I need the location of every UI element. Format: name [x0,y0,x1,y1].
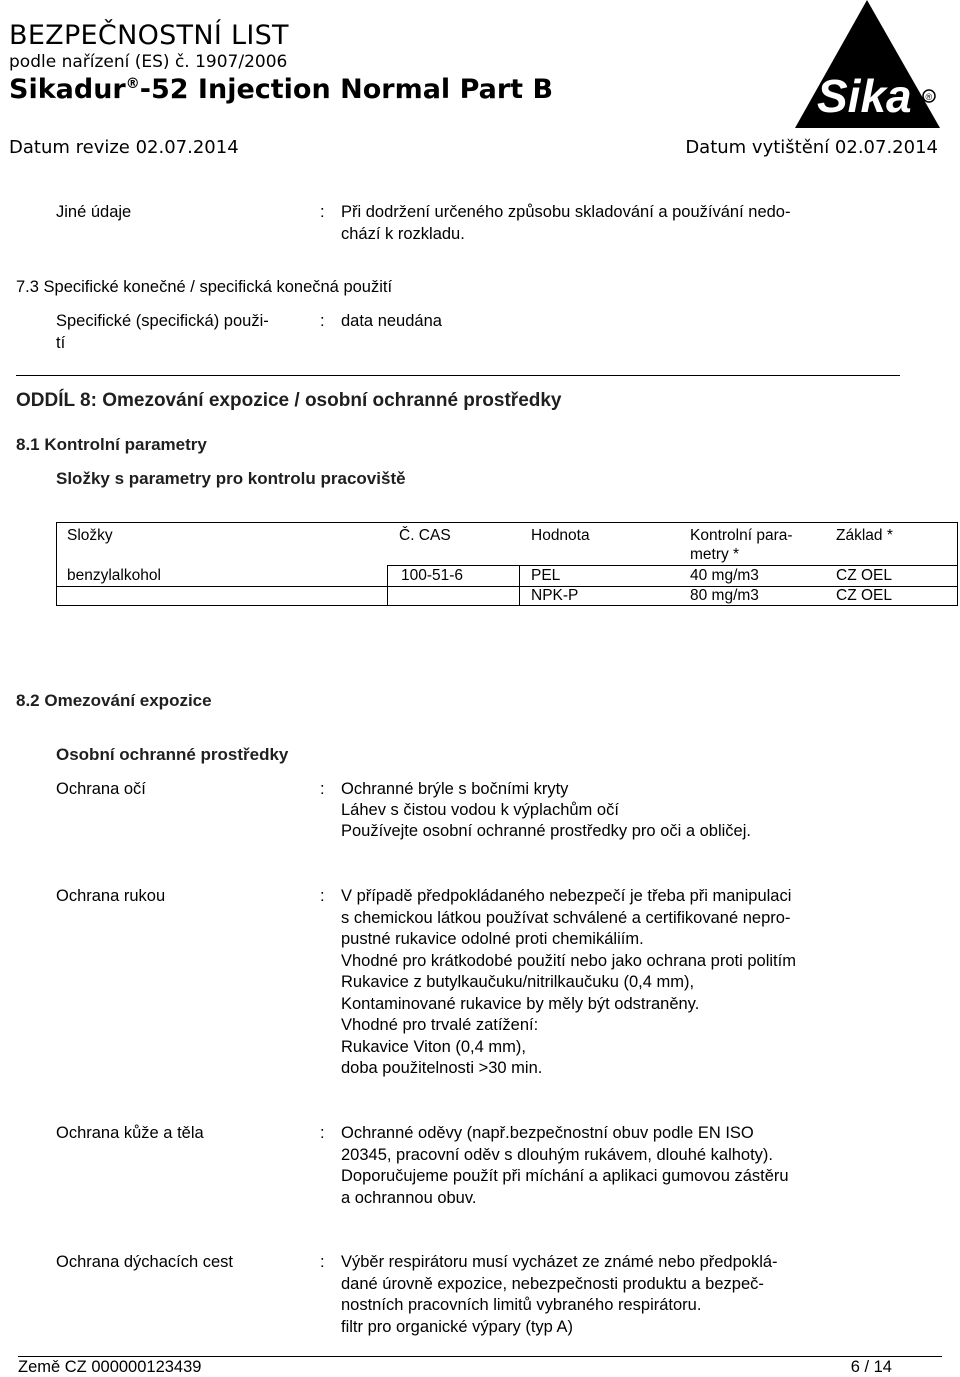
table-header-value: Hodnota [531,527,590,544]
logo-text: Sika [817,70,912,122]
hand-protection-line-1: V případě předpokládaného nebezpečí je třeba při manipulaci [341,887,792,905]
components-heading: Složky s parametry pro kontrolu pracoviště [56,469,406,488]
specific-use-label-2: tí [56,334,66,352]
section-8-1-heading: 8.1 Kontrolní parametry [16,435,207,454]
hand-protection-line-5: Rukavice z butylkaučuku/nitrilkaučuku (0,4 mm), [341,973,695,991]
exposure-limits-table [56,522,958,606]
table-cell-value-type: PEL [531,567,561,584]
hand-protection-line-8: Rukavice Viton (0,4 mm), [341,1038,526,1056]
table-header-basis: Základ * [836,527,893,544]
logo-registered-mark: ® [925,92,933,102]
table-cell-value-type: NPK-P [531,587,579,604]
other-data-line-1: Při dodržení určeného způsobu skladování a používání nedo- [341,203,791,221]
section-8-2-heading: 8.2 Omezování expozice [16,691,212,710]
registered-mark: ® [125,76,140,92]
respiratory-protection-line-4: filtr pro organické výpary (typ A) [341,1318,573,1336]
table-header-cas: Č. CAS [399,527,451,544]
respiratory-protection-line-2: dané úrovně expozice, nebezpečnosti produktu a bezpeč- [341,1275,764,1293]
revision-date: Datum revize 02.07.2014 [9,137,239,158]
eye-protection-label: Ochrana očí [56,780,146,798]
eye-protection-line-2: Láhev s čistou vodou k výplachům očí [341,801,619,819]
hand-protection-line-3: pustné rukavice odolné proti chemikáliím. [341,930,644,948]
table-header-control-params-1: Kontrolní para- [690,527,793,544]
sika-logo [795,0,940,128]
skin-protection-line-1: Ochranné oděvy (např.bezpečnostní obuv podle EN ISO [341,1124,754,1142]
colon: : [320,1253,325,1271]
hand-protection-line-6: Kontaminované rukavice by měly být odstraněny. [341,995,700,1013]
table-col-divider [387,565,388,605]
table-cell-basis: CZ OEL [836,567,892,584]
respiratory-protection-line-3: nostních pracovních limitů vybraného respirátoru. [341,1296,702,1314]
table-cell-component: benzylalkohol [67,567,161,584]
other-data-label: Jiné údaje [56,203,132,221]
ppe-heading: Osobní ochranné prostředky [56,745,289,764]
footer-page-number: 6 / 14 [850,1358,892,1376]
regulation-reference: podle nařízení (ES) č. 1907/2006 [9,52,288,72]
colon: : [320,887,325,905]
section-8-heading: ODDÍL 8: Omezování expozice / osobní ochranné prostředky [16,390,562,411]
hand-protection-label: Ochrana rukou [56,887,166,905]
table-header-control-params-2: metry * [690,546,740,563]
table-cell-cas: 100-51-6 [401,567,464,584]
footer-rule [18,1356,942,1357]
eye-protection-line-1: Ochranné brýle s bočními kryty [341,780,569,798]
table-col-divider [519,565,520,605]
table-row-divider [57,586,957,587]
skin-protection-label: Ochrana kůže a těla [56,1124,204,1142]
specific-use-label-1: Specifické (specifická) použi- [56,312,269,330]
product-name [9,74,553,105]
eye-protection-line-3: Používejte osobní ochranné prostředky pro oči a obličej. [341,822,751,840]
skin-protection-line-3: Doporučujeme použít při míchání a aplikaci gumovou zástěru [341,1167,789,1185]
product-name-main: Sikadur [9,74,126,105]
table-cell-limit: 40 mg/m3 [690,567,759,584]
print-date: Datum vytištění 02.07.2014 [685,137,938,158]
table-cell-basis: CZ OEL [836,587,892,604]
specific-use-value: data neudána [341,312,442,330]
footer-country-id: Země CZ 000000123439 [18,1358,202,1376]
respiratory-protection-label: Ochrana dýchacích cest [56,1253,234,1271]
skin-protection-line-4: a ochrannou obuv. [341,1189,477,1207]
product-name-suffix: -52 Injection Normal Part B [139,74,554,105]
colon: : [320,1124,325,1142]
table-header-components: Složky [67,527,113,544]
document-title: BEZPEČNOSTNÍ LIST [9,20,289,51]
section-7-3-heading: 7.3 Specifické konečné / specifická konečná použití [16,278,393,296]
other-data-line-2: chází k rozkladu. [341,225,465,243]
colon: : [320,203,325,221]
hand-protection-line-7: Vhodné pro trvalé zatížení: [341,1016,539,1034]
colon: : [320,312,325,330]
section-divider [16,375,900,376]
hand-protection-line-4: Vhodné pro krátkodobé použití nebo jako ochrana proti politím [341,952,796,970]
skin-protection-line-2: 20345, pracovní oděv s dlouhým rukávem, dlouhé kalhoty). [341,1146,773,1164]
hand-protection-line-2: s chemickou látkou používat schválené a certifikované nepro- [341,909,791,927]
respiratory-protection-line-1: Výběr respirátoru musí vycházet ze známé nebo předpoklá- [341,1253,778,1271]
colon: : [320,780,325,798]
hand-protection-line-9: doba použitelnosti >30 min. [341,1059,543,1077]
table-cell-limit: 80 mg/m3 [690,587,759,604]
